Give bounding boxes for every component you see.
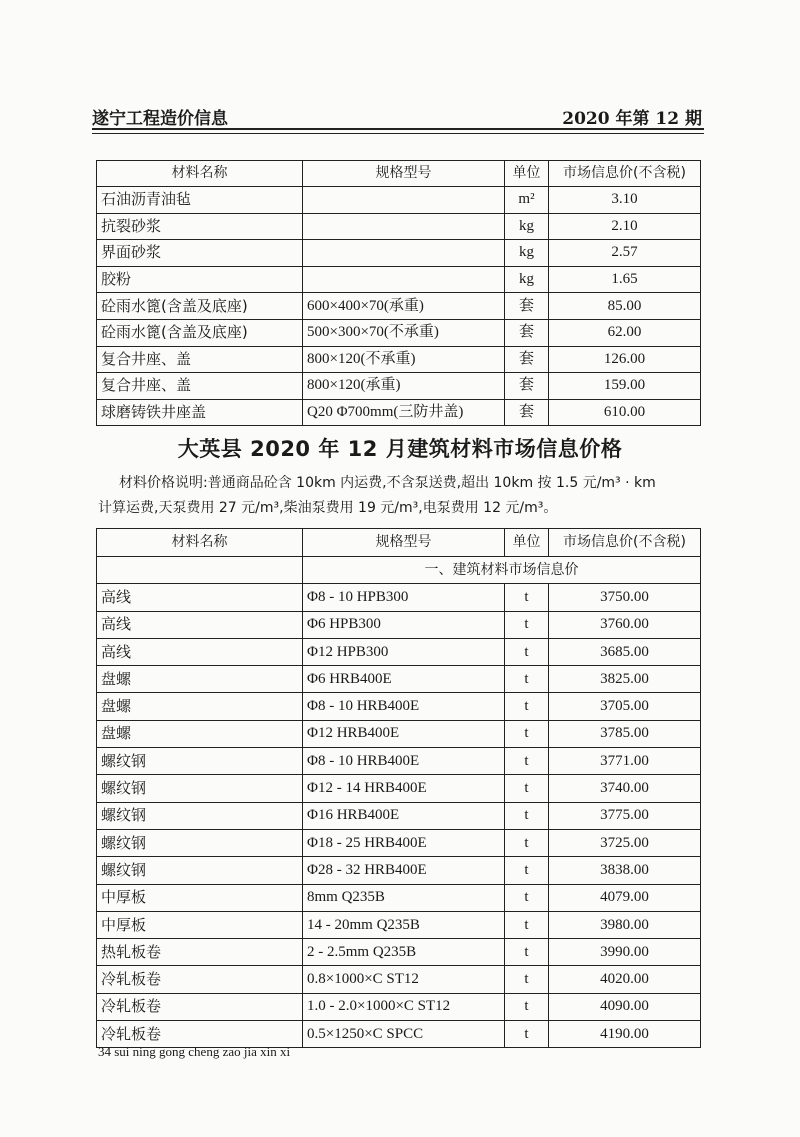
price-cell: 4090.00: [549, 993, 701, 1020]
table-row: [97, 293, 701, 320]
price-cell: 610.00: [549, 399, 701, 426]
spec-cell: 8mm Q235B: [303, 884, 505, 911]
price-note-line-2: 计算运费,天泵费用 27 元/m³,柴油泵费用 19 元/m³,电泵费用 12 元/m³。: [98, 500, 558, 516]
col-header-unit: 单位: [505, 529, 549, 557]
section-label: 一、建筑材料市场信息价: [303, 557, 701, 584]
table-row: [97, 373, 701, 400]
materials-price-table-2: [96, 528, 701, 1048]
unit-cell: 套: [505, 399, 549, 426]
material-name-cell: 中厚板: [97, 911, 303, 938]
header-rule-thick: [92, 128, 704, 130]
unit-cell: t: [505, 857, 549, 884]
table-row: [97, 187, 701, 214]
unit-cell: 套: [505, 346, 549, 373]
price-cell: 1.65: [549, 266, 701, 293]
table-row: [97, 240, 701, 267]
table-row: [97, 638, 701, 665]
table-row: [97, 802, 701, 829]
material-name-cell: 螺纹钢: [97, 829, 303, 856]
material-name-cell: 螺纹钢: [97, 802, 303, 829]
unit-cell: t: [505, 1021, 549, 1048]
spec-cell: Φ18 - 25 HRB400E: [303, 829, 505, 856]
spec-cell: Q20 Φ700mm(三防井盖): [303, 399, 505, 426]
table-row: [97, 611, 701, 638]
col-header-name: 材料名称: [97, 529, 303, 557]
col-header-spec: 规格型号: [303, 161, 505, 187]
table-row: [97, 399, 701, 426]
table-row: [97, 884, 701, 911]
material-name-cell: 胶粉: [97, 266, 303, 293]
header-rule-thin: [92, 133, 704, 134]
material-name-cell: 界面砂浆: [97, 240, 303, 267]
price-cell: 4020.00: [549, 966, 701, 993]
table-row: [97, 911, 701, 938]
unit-cell: kg: [505, 266, 549, 293]
price-note-line-1: 材料价格说明:普通商品砼含 10km 内运费,不含泵送费,超出 10km 按 1.5 元/m³ · km: [119, 475, 656, 491]
spec-cell: Φ8 - 10 HRB400E: [303, 693, 505, 720]
material-name-cell: 螺纹钢: [97, 775, 303, 802]
table-row: [97, 720, 701, 747]
unit-cell: t: [505, 939, 549, 966]
table-row: [97, 775, 701, 802]
price-cell: 3825.00: [549, 666, 701, 693]
material-name-cell: 冷轧板卷: [97, 966, 303, 993]
spec-cell: 14 - 20mm Q235B: [303, 911, 505, 938]
unit-cell: t: [505, 966, 549, 993]
material-name-cell: 冷轧板卷: [97, 993, 303, 1020]
table-row: [97, 829, 701, 856]
price-cell: 3685.00: [549, 638, 701, 665]
material-name-cell: 石油沥青油毡: [97, 187, 303, 214]
table-row: [97, 748, 701, 775]
price-cell: 3980.00: [549, 911, 701, 938]
material-name-cell: 盘螺: [97, 720, 303, 747]
spec-cell: Φ16 HRB400E: [303, 802, 505, 829]
unit-cell: t: [505, 829, 549, 856]
unit-cell: t: [505, 993, 549, 1020]
price-cell: 3990.00: [549, 939, 701, 966]
col-header-price: 市场信息价(不含税): [549, 161, 701, 187]
material-name-cell: 复合井座、盖: [97, 346, 303, 373]
spec-cell: Φ8 - 10 HPB300: [303, 584, 505, 611]
unit-cell: t: [505, 666, 549, 693]
material-name-cell: 高线: [97, 638, 303, 665]
spec-cell: 800×120(承重): [303, 373, 505, 400]
material-name-cell: 盘螺: [97, 666, 303, 693]
price-cell: 3.10: [549, 187, 701, 214]
table-header-row: [97, 529, 701, 557]
table-row: [97, 266, 701, 293]
unit-cell: t: [505, 911, 549, 938]
spec-cell: 1.0 - 2.0×1000×C ST12: [303, 993, 505, 1020]
materials-price-table-1: [96, 160, 701, 426]
spec-cell: 0.8×1000×C ST12: [303, 966, 505, 993]
unit-cell: t: [505, 693, 549, 720]
unit-cell: t: [505, 584, 549, 611]
table-row: [97, 993, 701, 1020]
material-name-cell: 中厚板: [97, 884, 303, 911]
col-header-price: 市场信息价(不含税): [549, 529, 701, 557]
table-row: [97, 693, 701, 720]
col-header-name: 材料名称: [97, 161, 303, 187]
material-name-cell: 球磨铸铁井座盖: [97, 399, 303, 426]
price-cell: 3725.00: [549, 829, 701, 856]
spec-cell: [303, 213, 505, 240]
price-cell: 3760.00: [549, 611, 701, 638]
unit-cell: 套: [505, 319, 549, 346]
price-cell: 85.00: [549, 293, 701, 320]
unit-cell: t: [505, 720, 549, 747]
table-header-row: [97, 161, 701, 187]
table-section-row: [97, 557, 701, 584]
col-header-unit: 单位: [505, 161, 549, 187]
publication-title: 遂宁工程造价信息: [92, 109, 228, 129]
spec-cell: Φ28 - 32 HRB400E: [303, 857, 505, 884]
unit-cell: t: [505, 611, 549, 638]
material-name-cell: 复合井座、盖: [97, 373, 303, 400]
material-name-cell: 抗裂砂浆: [97, 213, 303, 240]
unit-cell: t: [505, 775, 549, 802]
spec-cell: Φ12 HPB300: [303, 638, 505, 665]
table-row: [97, 346, 701, 373]
unit-cell: kg: [505, 213, 549, 240]
spec-cell: 800×120(不承重): [303, 346, 505, 373]
section-title: 大英县 2020 年 12 月建筑材料市场信息价格: [177, 437, 623, 461]
table-row: [97, 857, 701, 884]
unit-cell: t: [505, 802, 549, 829]
table-row: [97, 319, 701, 346]
unit-cell: 套: [505, 293, 549, 320]
spec-cell: Φ6 HPB300: [303, 611, 505, 638]
price-cell: 3705.00: [549, 693, 701, 720]
unit-cell: kg: [505, 240, 549, 267]
price-cell: 3785.00: [549, 720, 701, 747]
material-name-cell: 砼雨水篦(含盖及底座): [97, 319, 303, 346]
material-name-cell: 热轧板卷: [97, 939, 303, 966]
unit-cell: t: [505, 748, 549, 775]
spec-cell: [303, 187, 505, 214]
material-name-cell: 盘螺: [97, 693, 303, 720]
spec-cell: 500×300×70(不承重): [303, 319, 505, 346]
unit-cell: t: [505, 638, 549, 665]
spec-cell: 2 - 2.5mm Q235B: [303, 939, 505, 966]
price-cell: 3750.00: [549, 584, 701, 611]
material-name-cell: 砼雨水篦(含盖及底座): [97, 293, 303, 320]
table-row: [97, 966, 701, 993]
material-name-cell: 冷轧板卷: [97, 1021, 303, 1048]
table-row: [97, 213, 701, 240]
unit-cell: m²: [505, 187, 549, 214]
price-cell: 4079.00: [549, 884, 701, 911]
price-cell: 62.00: [549, 319, 701, 346]
page-footer: 34 sui ning gong cheng zao jia xin xi: [98, 1044, 291, 1059]
price-cell: 2.57: [549, 240, 701, 267]
price-cell: 3838.00: [549, 857, 701, 884]
material-name-cell: 高线: [97, 584, 303, 611]
spec-cell: 0.5×1250×C SPCC: [303, 1021, 505, 1048]
material-name-cell: 高线: [97, 611, 303, 638]
spec-cell: [303, 240, 505, 267]
spec-cell: Φ12 HRB400E: [303, 720, 505, 747]
col-header-spec: 规格型号: [303, 529, 505, 557]
table-row: [97, 666, 701, 693]
unit-cell: 套: [505, 373, 549, 400]
price-cell: 159.00: [549, 373, 701, 400]
price-cell: 126.00: [549, 346, 701, 373]
price-cell: 2.10: [549, 213, 701, 240]
spec-cell: Φ6 HRB400E: [303, 666, 505, 693]
table-row: [97, 939, 701, 966]
spec-cell: [303, 266, 505, 293]
material-name-cell: 螺纹钢: [97, 857, 303, 884]
unit-cell: t: [505, 884, 549, 911]
table-row: [97, 584, 701, 611]
spec-cell: Φ8 - 10 HRB400E: [303, 748, 505, 775]
material-name-cell: 螺纹钢: [97, 748, 303, 775]
price-cell: 4190.00: [549, 1021, 701, 1048]
issue-number: 2020 年第 12 期: [562, 109, 702, 129]
price-cell: 3775.00: [549, 802, 701, 829]
price-cell: 3771.00: [549, 748, 701, 775]
price-cell: 3740.00: [549, 775, 701, 802]
spec-cell: Φ12 - 14 HRB400E: [303, 775, 505, 802]
section-spacer-cell: [97, 557, 303, 584]
spec-cell: 600×400×70(承重): [303, 293, 505, 320]
